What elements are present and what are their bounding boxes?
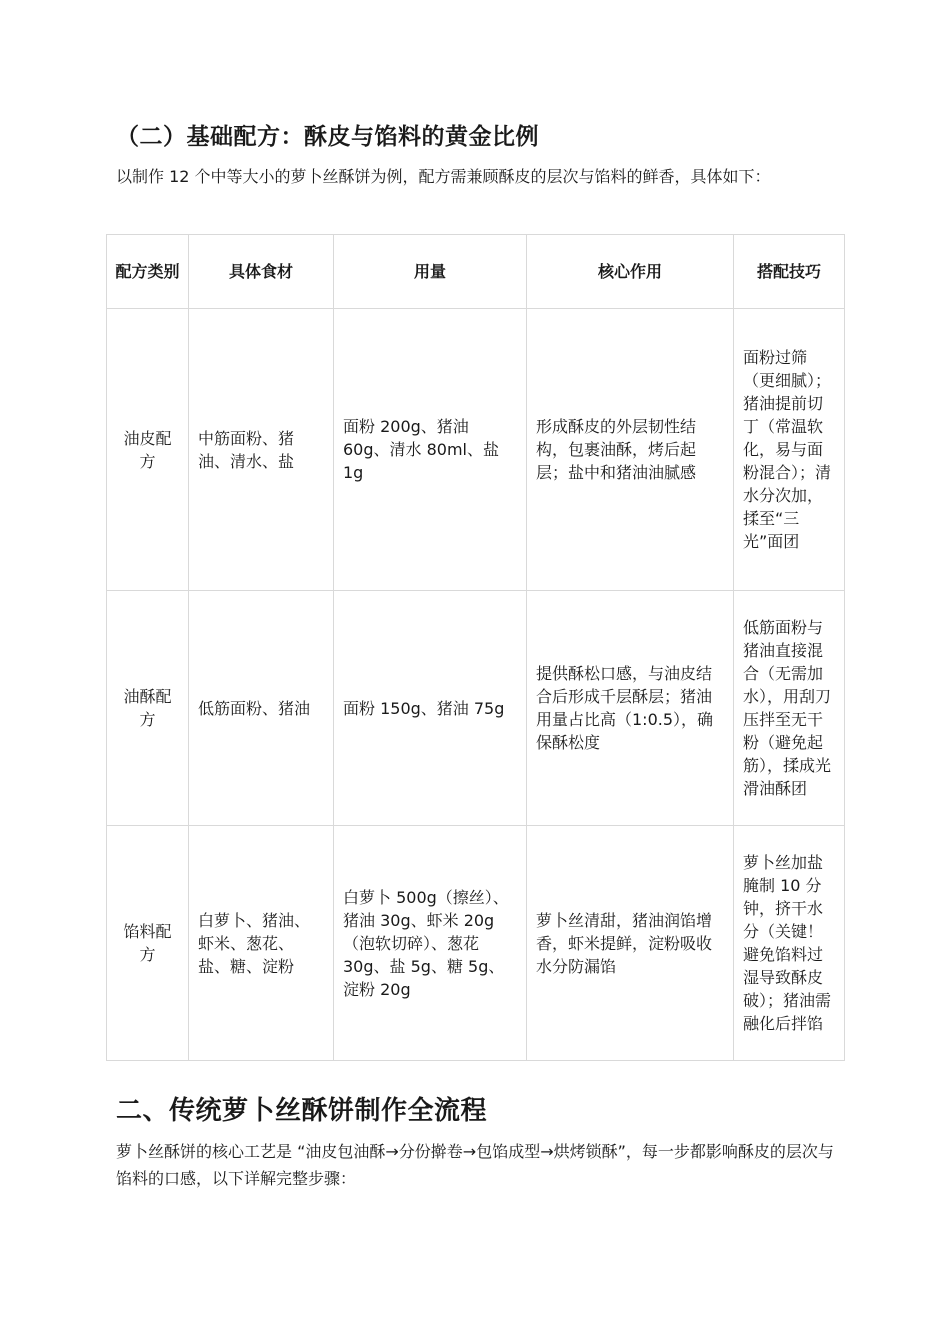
table-row xyxy=(107,826,845,1061)
header-amount: 用量 xyxy=(334,235,527,309)
cell-ingredients: 低筋面粉、猪油 xyxy=(189,591,334,826)
header-category: 配方类别 xyxy=(107,235,189,309)
recipe-table xyxy=(106,234,845,1061)
cell-amount: 面粉 200g、猪油 60g、清水 80ml、盐 1g xyxy=(334,309,527,591)
cell-ingredients: 中筋面粉、猪油、清水、盐 xyxy=(189,309,334,591)
cell-tips: 萝卜丝加盐腌制 10 分钟，挤干水分（关键！避免馅料过湿导致酥皮破）；猪油需融化后拌馅 xyxy=(734,826,845,1061)
cell-amount: 面粉 150g、猪油 75g xyxy=(334,591,527,826)
cell-category: 馅料配方 xyxy=(107,826,189,1061)
section-subtitle: （二）基础配方：酥皮与馅料的黄金比例 xyxy=(116,124,539,150)
header-ingredients: 具体食材 xyxy=(189,235,334,309)
cell-tips: 面粉过筛（更细腻）；猪油提前切丁（常温软化，易与面粉混合）；清水分次加，揉至“三光”面团 xyxy=(734,309,845,591)
cell-ingredients: 白萝卜、猪油、虾米、葱花、盐、糖、淀粉 xyxy=(189,826,334,1061)
cell-amount: 白萝卜 500g（擦丝）、猪油 30g、虾米 20g（泡软切碎）、葱花 30g、盐 5g、糖 5g、淀粉 20g xyxy=(334,826,527,1061)
intro-paragraph: 以制作 12 个中等大小的萝卜丝酥饼为例，配方需兼顾酥皮的层次与馅料的鲜香，具体如下： xyxy=(116,167,771,186)
header-role: 核心作用 xyxy=(527,235,734,309)
table-header-row xyxy=(107,235,845,309)
cell-role: 形成酥皮的外层韧性结构，包裹油酥，烤后起层；盐中和猪油油腻感 xyxy=(527,309,734,591)
cell-role: 提供酥松口感，与油皮结合后形成千层酥层；猪油用量占比高（1:0.5），确保酥松度 xyxy=(527,591,734,826)
cell-tips: 低筋面粉与猪油直接混合（无需加水），用刮刀压拌至无干粉（避免起筋），揉成光滑油酥团 xyxy=(734,591,845,826)
table-row xyxy=(107,591,845,826)
process-paragraph: 萝卜丝酥饼的核心工艺是 “油皮包油酥→分份擀卷→包馅成型→烘烤锁酥”，每一步都影响酥皮的层次与馅料的口感，以下详解完整步骤： xyxy=(116,1142,834,1188)
cell-role: 萝卜丝清甜，猪油润馅增香，虾米提鲜，淀粉吸收水分防漏馅 xyxy=(527,826,734,1061)
table-row xyxy=(107,309,845,591)
cell-category: 油酥配方 xyxy=(107,591,189,826)
header-tips: 搭配技巧 xyxy=(734,235,845,309)
section-title: 二、传统萝卜丝酥饼制作全流程 xyxy=(116,1096,488,1126)
cell-category: 油皮配方 xyxy=(107,309,189,591)
